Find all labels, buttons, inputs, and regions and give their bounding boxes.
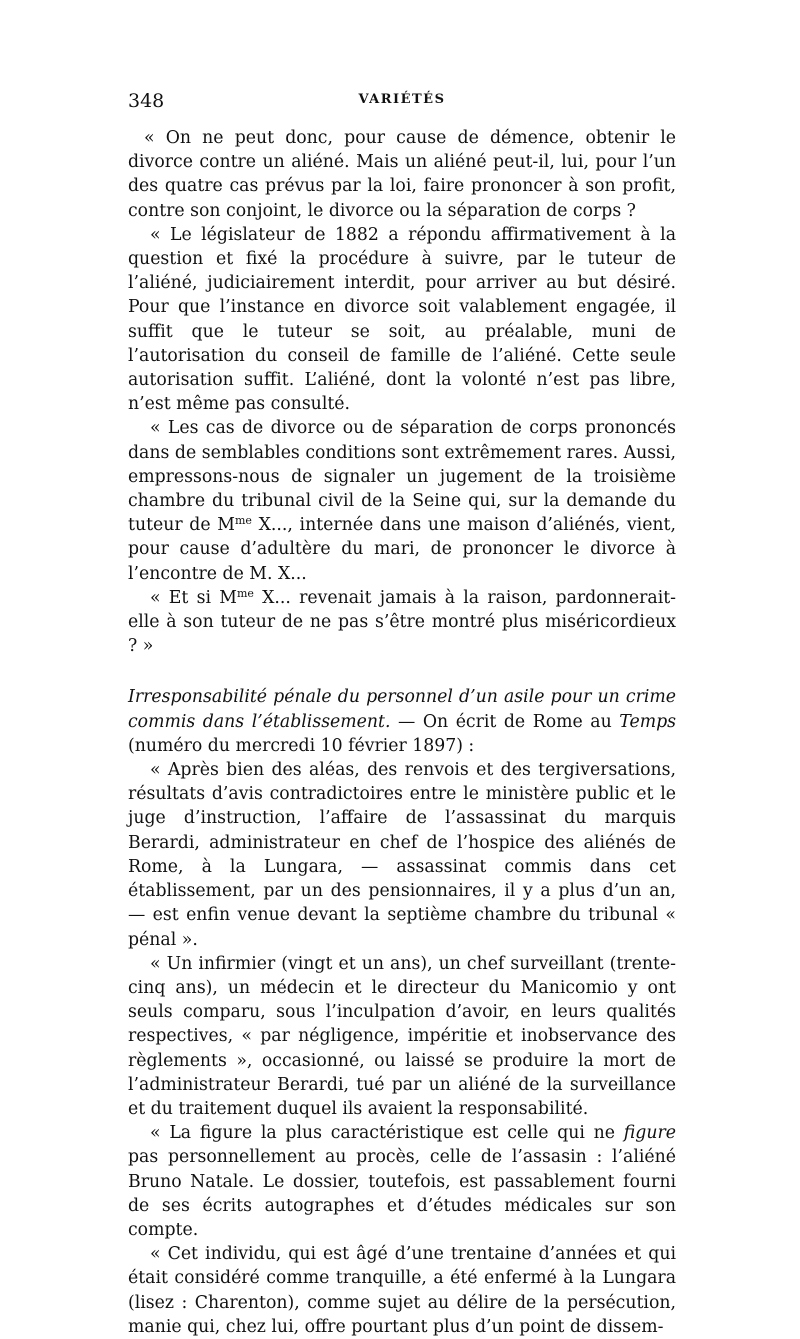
section-heading (128, 685, 676, 758)
emphasized-word: figure (623, 1123, 676, 1144)
paragraph-rare-cases (128, 416, 676, 585)
text-run: — On écrit de Rome au (390, 711, 620, 732)
paragraph-divorce-question: « On ne peut donc, pour cause de démence, obtenir le divorce contre un aliéné. Mais un aliéné peut-il, lui, pour l’un des quatre cas prévus par la loi, faire prononcer à son profit, contre son conjoint, le divorce ou la séparation de corps ? (128, 128, 676, 221)
text-run: X... revenait jamais à la raison, pardonnerait-elle à son tuteur de ne pas s’être montré plus miséricordieux ? » (128, 587, 677, 657)
section-title: Irresponsabilité pénale du personnel d’un asile pour un crime commis dans l’établissement. (128, 687, 676, 732)
body-text (128, 126, 676, 1339)
superscript-abbrev: me (234, 514, 252, 528)
paragraph-individual: « Cet individu, qui est âgé d’une trentaine d’années et qui était considéré comme tranquille, a été enfermé à la Lungara (lisez : Charenton), comme sujet au délire de la persécution, manie qui, chez lui, offre pourtant plus d’un point de dissem- (128, 1244, 676, 1337)
paragraph-defendants: « Un infirmier (vingt et un ans), un chef surveillant (trente-cinq ans), un médecin et le directeur du Manicomio y ont seuls comparu, sous l’inculpation d’avoir, en leurs qualités respectives, « par négligence, impéritie et inobservance des règlements », occasionné, ou laissé se produire la mort de l’administrateur Berardi, tué par un aliéné de la surveillance et du traitement duquel ils avaient la responsabilité. (128, 953, 676, 1119)
text-run: (numéro du mercredi 10 février 1897) : (128, 735, 475, 756)
paragraph-legislator-1882: « Le législateur de 1882 a répondu affirmativement à la question et fixé la procédure à suivre, par le tuteur de l’aliéné, judiciairement interdit, pour arriver au but désiré. Pour que l’instance en divorce soit valablement engagée, il suffit que le tuteur se soit, au préalable, muni de l’autorisation du conseil de famille de l’aliéné. Cette seule autorisation suffit. L’aliéné, dont la volonté n’est pas libre, n’est même pas consulté. (128, 224, 676, 415)
paragraph-closing-question (128, 586, 676, 659)
text-run: « Les cas de divorce ou de séparation de corps prononcés dans de semblables conditions sont extrêmement rares. Aussi, empressons-nous de signaler un jugement de la troisième chambre du tribunal civil de la Seine qui, sur la demande du tuteur de M (128, 418, 676, 536)
paragraph-berardi-case: « Après bien des aléas, des renvois et des tergiversations, résultats d’avis contradictoires entre le ministère public et le juge d’instruction, l’affaire de l’assassinat du marquis Berardi, administrateur en chef de l’hospice des aliénés de Rome, à la Lungara, — assassinat commis dans cet établissement, par un des pensionnaires, il y a plus d’un an, — est enfin venue devant la septième chambre du tribunal « pénal ». (128, 760, 676, 950)
book-page (128, 90, 676, 1339)
text-run: pas personnellement au procès, celle de l’assasin : l’aliéné Bruno Natale. Le dossier, toutefois, est passablement fourni de ses écrits autographes et d’études médicales sur son compte. (128, 1147, 676, 1240)
paragraph-bruno-natale (128, 1121, 676, 1242)
text-run: X..., internée dans une maison d’aliénés, vient, pour cause d’adultère du mari, de prononcer le divorce à l’encontre de M. X... (128, 515, 676, 584)
running-title: VARIÉTÉS (358, 92, 446, 107)
page-header (128, 90, 676, 126)
newspaper-name: Temps (619, 711, 677, 732)
text-run: « La figure la plus caractéristique est celle qui ne (150, 1123, 624, 1144)
text-run: « Et si M (150, 587, 237, 608)
superscript-abbrev: me (236, 586, 254, 600)
page-number: 348 (128, 90, 165, 112)
